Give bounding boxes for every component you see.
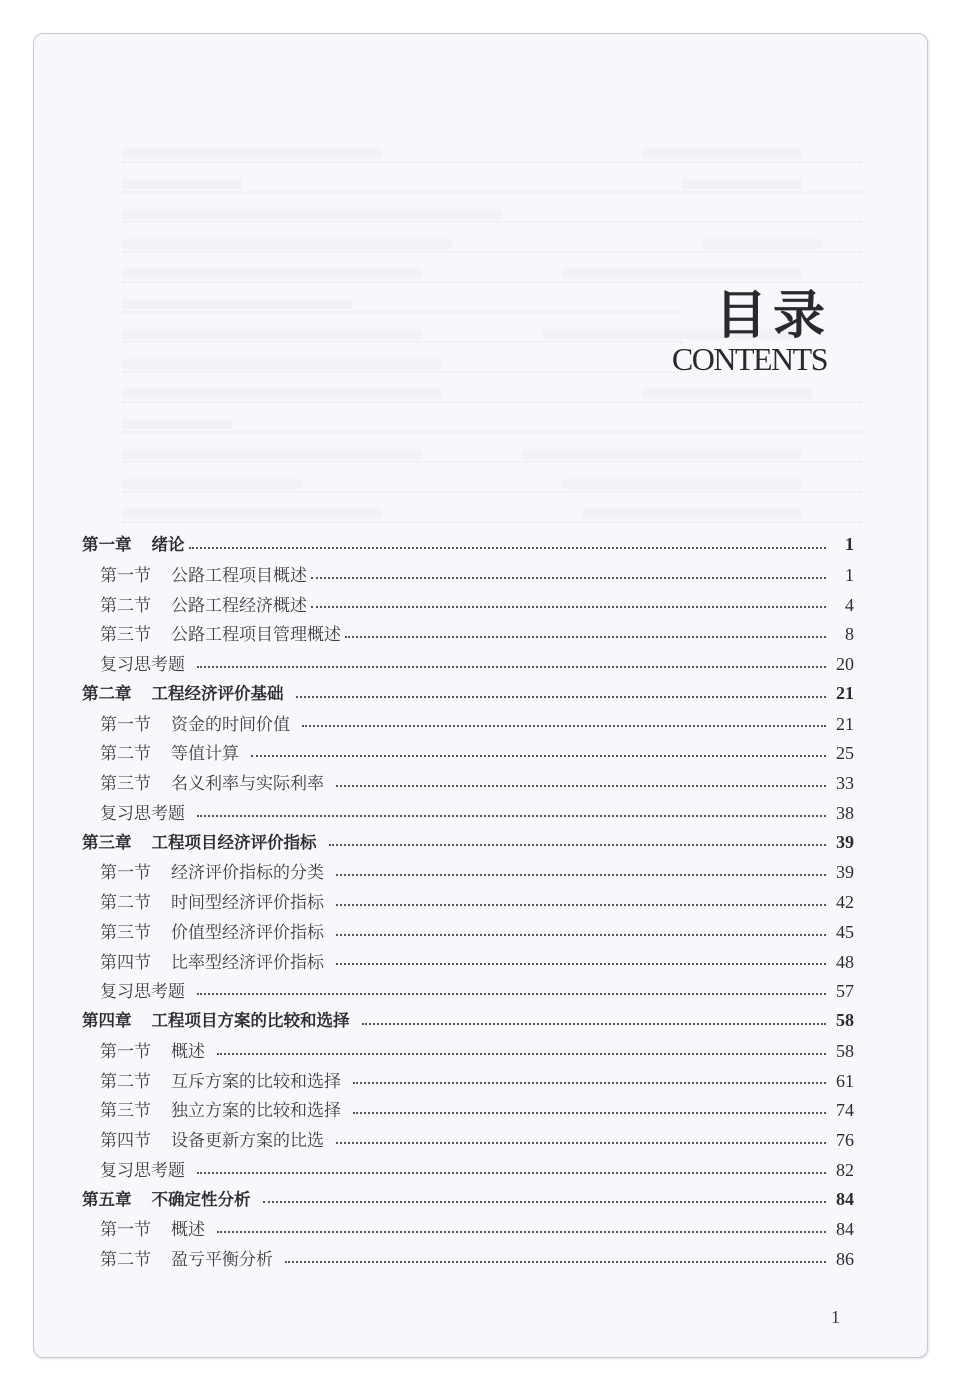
toc-page-number: 58 [836,1040,854,1061]
toc-entry-title: 价值型经济评价指标 [171,922,324,943]
toc-section[interactable] [82,1126,854,1156]
toc-page-number: 84 [836,1219,854,1240]
dot-leader [251,755,826,757]
toc-section[interactable] [82,1067,854,1097]
toc-page-number: 20 [836,654,854,674]
toc-page-number: 42 [836,892,854,912]
dot-leader [296,696,827,698]
dot-leader [362,1023,827,1025]
toc-entry-title: 盈亏平衡分析 [171,1250,273,1270]
toc-entry-title: 工程项目经济评价指标 [151,832,317,852]
dot-leader [217,1053,826,1055]
dot-leader [336,934,826,936]
toc-page-number: 57 [836,981,854,1002]
dot-leader [311,606,826,608]
toc-entry-title: 互斥方案的比较和选择 [171,1071,341,1092]
toc-entry-title: 公路工程项目管理概述 [171,625,341,646]
toc-page-number: 25 [836,743,854,764]
toc-entry-title: 工程项目方案的比较和选择 [151,1011,350,1030]
toc-page-number: 33 [836,773,854,793]
dot-leader [302,725,826,727]
toc-entry-title: 时间型经济评价指标 [171,893,324,913]
dot-leader [353,1112,826,1114]
toc-chapter-1[interactable] [82,531,854,561]
dot-leader [311,577,826,579]
toc-entry-number: 第五章 [82,1189,132,1209]
toc-page-number: 74 [836,1100,854,1121]
toc-entry-number: 第二章 [82,683,132,703]
toc-entry-number: 第一章 [82,535,132,554]
toc-section[interactable] [82,710,854,740]
toc-section[interactable] [82,858,854,888]
toc-section[interactable] [82,1037,854,1067]
toc-review-questions[interactable] [82,650,854,680]
toc-entry-number: 第二节 [100,1071,151,1092]
toc-review-questions[interactable] [82,977,854,1007]
dot-leader [197,993,826,995]
toc-entry-number: 第三节 [100,1101,151,1122]
toc-chapter-2[interactable] [82,680,854,710]
toc-entry-number: 第四节 [100,1131,151,1151]
toc-entry-number: 第二节 [100,744,151,765]
toc-page-number: 48 [836,951,854,972]
contents-heading [671,286,831,377]
dot-leader [336,874,826,876]
toc-page-number: 84 [836,1188,854,1209]
toc-page-number: 1 [845,564,854,585]
toc-entry-number: 第二节 [100,595,151,616]
toc-entry-title: 复习思考题 [100,1160,185,1181]
dot-leader [189,547,827,549]
toc-entry-title: 公路工程项目概述 [171,565,307,586]
toc-section[interactable] [82,888,854,918]
toc-review-questions[interactable] [82,799,854,829]
toc-page-number: 39 [836,862,854,883]
toc-section[interactable] [82,1245,854,1275]
toc-page-number: 61 [836,1070,854,1091]
toc-entry-number: 第一节 [100,1220,151,1241]
contents-title-chinese: 目录 [714,286,831,346]
toc-page-number: 8 [845,624,854,645]
dot-leader [336,904,826,906]
dot-leader [263,1201,827,1203]
dot-leader [336,785,826,787]
dot-leader [217,1231,826,1233]
book-page [33,33,928,1358]
toc-section[interactable] [82,769,854,799]
toc-page-number: 1 [845,534,854,554]
toc-page-number: 38 [836,802,854,823]
toc-entry-number: 第一节 [100,1041,151,1062]
page-number-footer: 1 [831,1307,840,1327]
toc-page-number: 4 [845,594,854,615]
toc-entry-title: 绪论 [151,535,185,554]
toc-section[interactable] [82,591,854,621]
toc-page-number: 82 [836,1159,854,1180]
toc-entry-title: 资金的时间价值 [171,714,290,735]
contents-title-english: CONTENTS [671,341,827,377]
toc-entry-number: 第四节 [100,952,151,973]
toc-entry-title: 独立方案的比较和选择 [171,1101,341,1122]
toc-entry-title: 复习思考题 [100,982,185,1003]
toc-review-questions[interactable] [82,1156,854,1186]
toc-section[interactable] [82,918,854,948]
dot-leader [197,666,826,668]
toc-page-number: 58 [836,1010,854,1030]
dot-leader [197,1172,826,1174]
dot-leader [353,1082,826,1084]
dot-leader [336,963,826,965]
toc-entry-number: 第一节 [100,565,151,586]
toc-entry-title: 不确定性分析 [151,1189,251,1209]
toc-page-number: 39 [836,831,854,852]
toc-entry-number: 第三节 [100,774,151,794]
toc-entry-title: 复习思考题 [100,655,185,675]
toc-entry-title: 公路工程经济概述 [171,595,307,616]
toc-entry-title: 概述 [171,1041,205,1062]
toc-section[interactable] [82,739,854,769]
toc-entry-title: 比率型经济评价指标 [171,952,324,973]
toc-section[interactable] [82,620,854,650]
toc-entry-title: 经济评价指标的分类 [171,863,324,884]
toc-entry-title: 等值计算 [171,744,239,765]
dot-leader [336,1142,826,1144]
toc-page-number: 76 [836,1130,854,1150]
toc-entry-number: 第二节 [100,1250,151,1270]
toc-entry-title: 工程经济评价基础 [151,683,284,703]
toc-entry-title: 名义利率与实际利率 [171,774,324,794]
table-of-contents [82,531,854,1275]
toc-page-number: 45 [836,921,854,942]
toc-entry-number: 第一节 [100,863,151,884]
toc-entry-number: 第三节 [100,922,151,943]
dot-leader [197,815,826,817]
toc-entry-number: 第一节 [100,714,151,735]
toc-entry-number: 第三章 [82,832,132,852]
toc-entry-title: 复习思考题 [100,803,185,824]
toc-page-number: 21 [836,682,854,703]
toc-chapter-4[interactable] [82,1007,854,1037]
toc-section[interactable] [82,948,854,978]
dot-leader [345,636,826,638]
toc-entry-title: 概述 [171,1220,205,1241]
toc-entry-title: 设备更新方案的比选 [171,1131,324,1151]
toc-section[interactable] [82,561,854,591]
toc-entry-number: 第三节 [100,625,151,646]
toc-page-number: 86 [836,1249,854,1269]
toc-section[interactable] [82,1096,854,1126]
toc-entry-number: 第二节 [100,893,151,913]
toc-chapter-3[interactable] [82,829,854,859]
dot-leader [285,1261,826,1263]
dot-leader [329,844,827,846]
toc-page-number: 21 [836,713,854,734]
toc-chapter-5[interactable] [82,1186,854,1216]
toc-entry-number: 第四章 [82,1011,132,1030]
toc-section[interactable] [82,1215,854,1245]
